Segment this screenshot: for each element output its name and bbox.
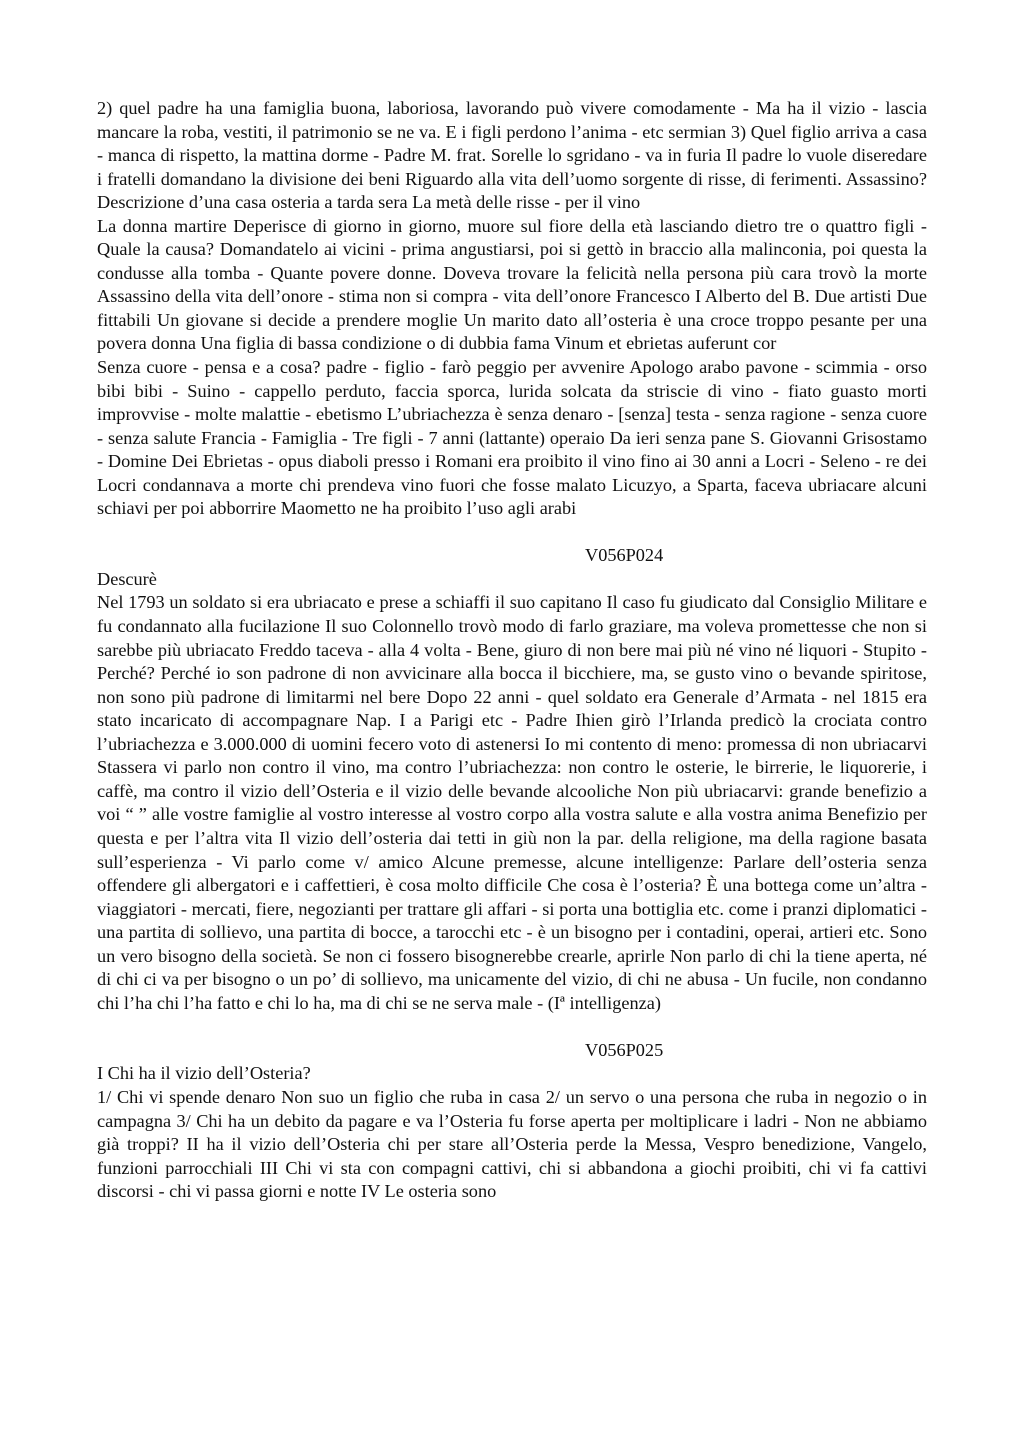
- document-page: [97, 97, 927, 1204]
- section-heading: I Chi ha il vizio dell’Osteria?: [97, 1063, 311, 1084]
- paragraph: Senza cuore - pensa e a cosa? padre - figlio - farò peggio per avvenire Apologo arabo pavone - scimmia - orso bibi bibi - Suino - cappello perduto, faccia sporca, lurida solcata da striscie di vino - fiato guasto morti improvvise - molte malattie - ebetismo L’ubriachezza è senza denaro - [senza] testa - senza ragione - senza cuore - senza salute Francia - Famiglia - Tre figli - 7 anni (lattante) operaio Da ieri senza pane S. Giovanni Grisostamo - Domine Dei Ebrietas - opus diaboli presso i Romani era proibito il vino fino ai 30 anni a Locri - Seleno - re dei Locri condannava a morte chi prendeva vino fuori che fosse malato Licuzyo, a Sparta, faceva ubriacare alcuni schiavi per poi abborrire Maometto ne ha proibito l’uso agli arabi: [97, 357, 927, 519]
- page-identifier: V056P024: [585, 545, 664, 566]
- section-v056p024: [97, 544, 927, 1015]
- paragraph: 2) quel padre ha una famiglia buona, laboriosa, lavorando può vivere comodamente - Ma ha il vizio - lascia mancare la roba, vestiti, il patrimonio se ne va. E i figli perdono l’anima - etc sermian 3) Quel figlio arriva a casa - manca di rispetto, la mattina dorme - Padre M. frat. Sorelle lo sgridano - va in furia Il padre lo vuole diseredare i fratelli domandano la divisione dei beni Riguardo alla vita dell’uomo sorgente di risse, di ferimenti. Assassino? Descrizione d’una casa osteria a tarda sera La metà delle risse - per il vino: [97, 98, 927, 213]
- section-heading: Descurè: [97, 568, 157, 589]
- section-continuation: [97, 97, 927, 521]
- paragraph: Nel 1793 un soldato si era ubriacato e prese a schiaffi il suo capitano Il caso fu giudicato dal Consiglio Militare e fu condannato alla fucilazione Il suo Colonnello trovò modo di farlo graziare, ma voleva promettesse che non si sarebbe più ubriacato Freddo taceva - alla 4 volta - Bene, giuro di non bere mai più né vino né liquori - Stupito - Perché? Perché io son padrone di non avvicinare alla bocca il bicchiere, ma, se gusto vino o bevande spiritose, non sono più padrone di limitarmi nel bere Dopo 22 anni - quel soldato era Generale d’Armata - nel 1815 era stato incaricato di accompagnare Nap. I a Parigi etc - Padre Ihien girò l’Irlanda predicò la crociata contro l’ubriachezza e 3.000.000 di uomini fecero voto di astenersi Io mi contento di meno: promessa di non ubriacarvi Stassera vi parlo non contro il vino, ma contro l’ubriachezza: non contro le osterie, le birrerie, le liquorerie, i caffè, ma contro il vizio dell’Osteria e il vizio delle bevande alcooliche Non più ubriacarvi: grande benefizio a voi “ ” alle vostre famiglie al vostro interesse al vostro corpo alla vostra salute e alla vostra anima Benefizio per questa e per l’altra vita Il vizio dell’osteria dai tetti in giù non la par. della religione, ma della ragione basata sull’esperienza - Vi parlo come v/ amico Alcune premesse, alcune intelligenze: Parlare dell’osteria senza offendere gli albergatori e i caffettieri, è cosa molto difficile Che cosa è l’osteria? È una bottega come un’altra - viaggiatori - mercati, fiere, negozianti per trattare gli affari - si porta una bottiglia etc. come i pranzi diplomatici - una partita di sollievo, una partita di bocce, a tarocchi etc - è un bisogno per i contadini, operai, artieri etc. Sono un vero bisogno della società. Se non ci fossero bisognerebbe crearle, aprirle Non parlo di chi la tiene aperta, né di chi ci va per bisogno o un po’ di sollievo, ma unicamente del vizio, di chi ne abusa - Un fucile, non condanno chi l’ha chi l’ha fatto e chi lo ha, ma di chi se ne serva male - (Iª intelligenza): [97, 592, 927, 1013]
- paragraph: La donna martire Deperisce di giorno in giorno, muore sul fiore della età lasciando dietro tre o quattro figli - Quale la causa? Domandatelo ai vicini - prima angustiarsi, poi si gettò in braccio alla malinconia, poi questa la condusse alla tomba - Quante povere donne. Doveva trovare la felicità nella persona più cara trovò la morte Assassino della vita dell’onore - stima non si compra - vita dell’onore Francesco I Alberto del B. Due artisti Due fittabili Un giovane si decide a prendere moglie Un marito dato all’osteria è una croce troppo pesante per una povera donna Una figlia di bassa condizione o di dubbia fama Vinum et ebrietas auferunt cor: [97, 215, 927, 354]
- paragraph: 1/ Chi vi spende denaro Non suo un figlio che ruba in casa 2/ un servo o una persona che ruba in negozio o in campagna 3/ Chi ha un debito da pagare e va l’Osteria fu forse aperta per moltiplicare i ladri - Non ne abbiamo già troppi? II ha il vizio dell’Osteria chi per stare all’Osteria perde la Messa, Vespro benedizione, Vangelo, funzioni parrocchiali III Chi vi sta con compagni cattivi, chi si abbandona a giochi proibiti, chi vi fa cattivi discorsi - chi vi passa giorni e notte IV Le osteria sono: [97, 1086, 927, 1202]
- page-identifier: V056P025: [585, 1039, 664, 1060]
- section-v056p025: [97, 1039, 927, 1204]
